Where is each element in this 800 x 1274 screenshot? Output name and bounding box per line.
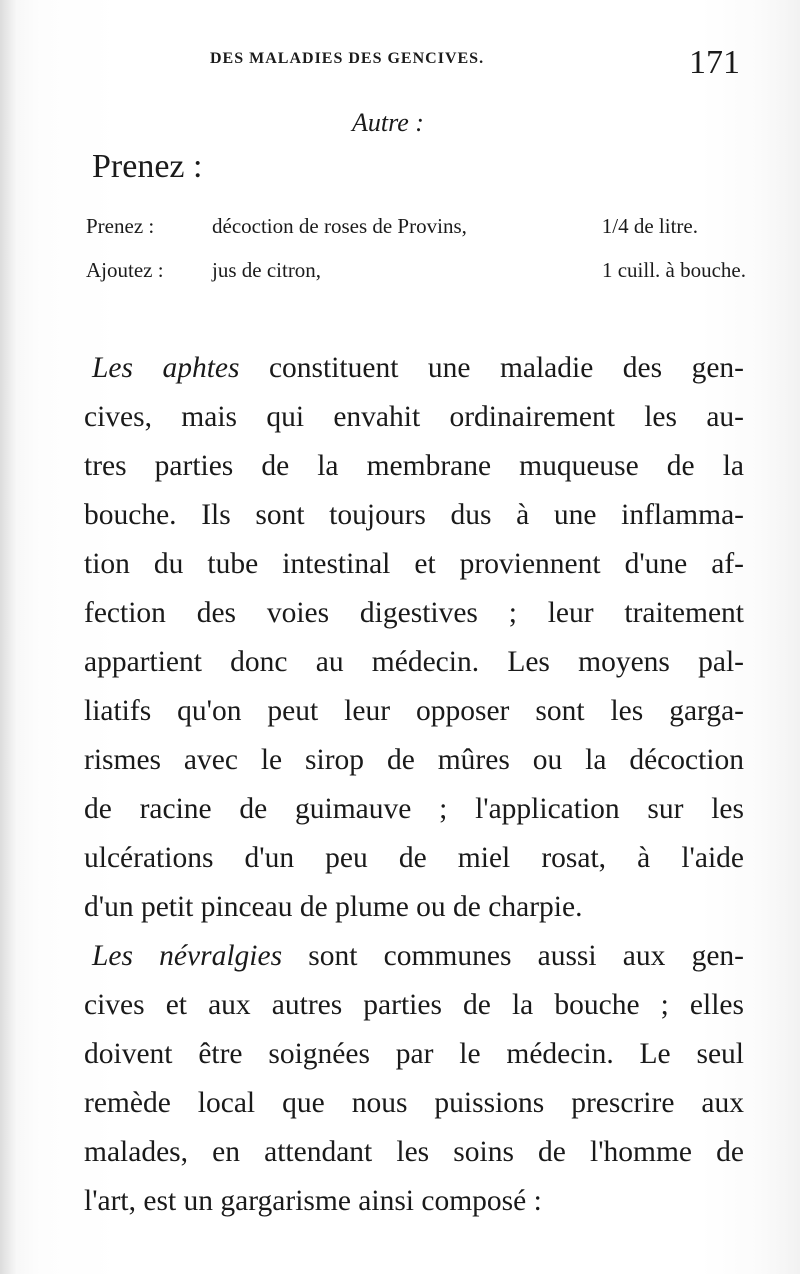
- recipe-heading: Prenez :: [92, 148, 203, 185]
- recipe-line: [86, 258, 746, 288]
- recipe-line: [86, 214, 746, 244]
- paragraph-line: Les névralgies sont communes aussi aux gen-: [92, 940, 744, 972]
- paragraph-line: doivent être soignées par le médecin. Le seul: [84, 1038, 744, 1070]
- running-title: DES MALADIES DES GENCIVES.: [210, 50, 485, 67]
- paragraph-line: de racine de guimauve ; l'application sur les: [84, 793, 744, 825]
- term-aphtes: Les aphtes: [92, 352, 240, 384]
- paragraph-line: tion du tube intestinal et proviennent d'une af-: [84, 548, 744, 580]
- paragraph-line: Les aphtes constituent une maladie des gen-: [92, 352, 745, 384]
- recipe-section-title: Autre :: [352, 108, 424, 137]
- paragraph-line: tres parties de la membrane muqueuse de la: [84, 450, 744, 482]
- paragraph-line: rismes avec le sirop de mûres ou la décoction: [84, 744, 744, 776]
- page-number: 171: [689, 44, 740, 81]
- paragraph-line: l'art, est un gargarisme ainsi composé :: [84, 1185, 542, 1217]
- recipe-line-quantity: 1 cuill. à bouche.: [601, 258, 746, 282]
- recipe-line-label: Ajoutez :: [86, 258, 164, 282]
- paragraph-line: bouche. Ils sont toujours dus à une inflamma-: [84, 499, 744, 531]
- paragraph-line: malades, en attendant les soins de l'homme de: [84, 1136, 744, 1168]
- paragraph-line: liatifs qu'on peut leur opposer sont les garga-: [84, 695, 744, 727]
- paragraph-line: ulcérations d'un peu de miel rosat, à l'aide: [84, 842, 744, 874]
- paragraph-line: fection des voies digestives ; leur traitement: [84, 597, 744, 629]
- recipe-line-quantity: 1/4 de litre.: [601, 214, 698, 238]
- page-edge-shadow: [0, 0, 16, 1274]
- term-nevralgies: Les névralgies: [92, 940, 283, 972]
- recipe-line-label: Prenez :: [86, 214, 155, 238]
- paragraph-line: remède local que nous puissions prescrire aux: [84, 1087, 744, 1119]
- recipe-line-ingredient: décoction de roses de Provins,: [212, 214, 467, 238]
- recipe-line-ingredient: jus de citron,: [212, 258, 322, 282]
- paragraph-line: cives et aux autres parties de la bouche ; elles: [84, 989, 744, 1021]
- paragraph-line: d'un petit pinceau de plume ou de charpie.: [84, 891, 583, 923]
- paragraph-line: cives, mais qui envahit ordinairement les au-: [84, 401, 744, 433]
- paragraph-line: appartient donc au médecin. Les moyens pal-: [84, 646, 744, 678]
